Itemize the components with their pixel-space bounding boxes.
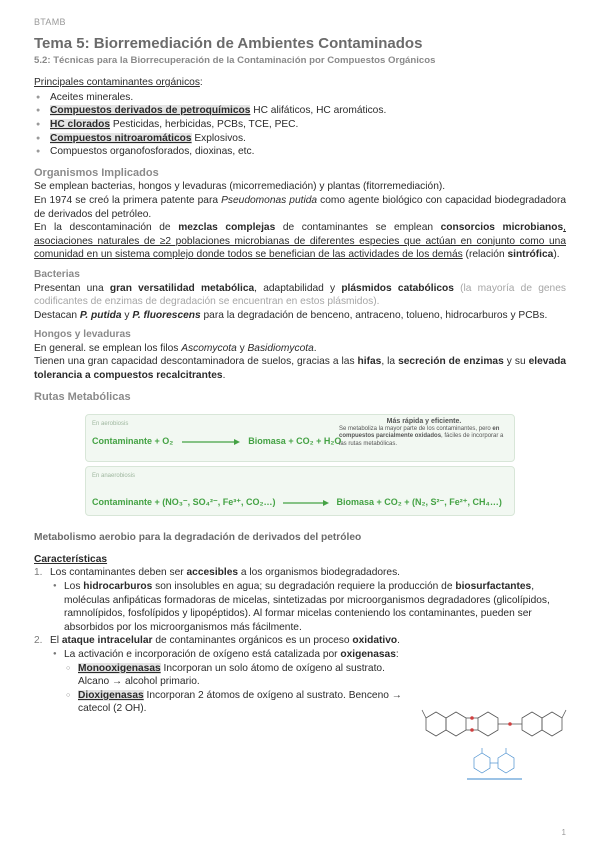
anaerobic-equation: Contaminante + (NO₃⁻, SO₄²⁻, Fe³⁺, CO₂…) Biomasa + CO₂ + (N₂, S²⁻, Fe²⁺, CH₄…) (92, 497, 502, 508)
list-item: ● Compuestos derivados de petroquímicos HC alifáticos, HC aromáticos. (34, 104, 566, 118)
list-item: ● La activación e incorporación de oxígeno está catalizada por oxigenasas: ○ Monooxigenasas Incorporan un solo átomo de oxígeno al sustrato. Alcano → alcohol primario. ○ Dioxigenasas Incorporan 2 átomos de oxígeno al sustrato. Benceno → catecol (2 OH). (50, 648, 406, 716)
bacteria-heading: Bacterias (34, 268, 80, 280)
aerobic-metabolism-heading: Metabolismo aerobio para la degradación de derivados del petróleo (34, 532, 362, 544)
list-item: ● Compuestos organofosforados, dioxinas, etc. (34, 145, 566, 159)
anaerobic-box (85, 466, 515, 516)
contaminants-heading: Principales contaminantes orgánicos: (34, 77, 203, 89)
list-item: ● HC clorados Pesticidas, herbicidas, PCBs, TCE, PEC. (34, 118, 566, 132)
arrow-right-icon (182, 438, 240, 446)
metabolic-routes-diagram (85, 414, 515, 519)
organisms-heading: Organismos Implicados (34, 166, 159, 179)
aerobic-equation: Contaminante + O₂ Biomasa + CO₂ + H₂O (92, 436, 342, 447)
anaerobic-label: En anaerobiosis (92, 473, 136, 480)
page-title: Tema 5: Biorremediación de Ambientes Contaminados (34, 34, 423, 52)
fungi-paragraph-1: En general. se emplean los filos Ascomycota y Basidiomycota. (34, 342, 317, 354)
aerobic-box (85, 414, 515, 462)
pcb-structure-icon (474, 748, 514, 773)
organisms-paragraph-2: En 1974 se creó la primera patente para Pseudomonas putida como agente biológico con capacidad biodegradadora de derivados del petróleo. (34, 194, 567, 220)
fungi-heading: Hongos y levaduras (34, 329, 131, 341)
dioxin-structure-icon (422, 710, 566, 736)
page (34, 16, 566, 716)
organisms-paragraph-3: En la descontaminación de mezclas complejas de contaminantes se emplean consorcios microbianos, asociaciones naturales de ≥2 poblaciones microbianas de diferentes especies que actúan en conjunto como una comunidad en un sistema complejo donde todos se benefician de las actividades de los demás (relación sintrófica). (34, 222, 566, 261)
list-item: 1. Los contaminantes deben ser accesibles a los organismos biodegradadores. ● Los hidrocarburos son insolubles en agua; su degradación requiere la producción de biosurfactantes, moléculas anfipáticas formadoras de micelas, sintetizadas por microorganismos degradadores (glicolípidos, ramnolípidos, fosfolípidos y lipopéptidos). Al formar micelas conteniendo los contaminantes, pueden ser absorbidos por los microorganismos más fácilmente. (34, 566, 566, 634)
list-item: ● Aceites minerales. (34, 91, 566, 105)
list-item: ● Los hidrocarburos son insolubles en agua; su degradación requiere la producción de biosurfactantes, moléculas anfipáticas formadoras de micelas, sintetizadas por microorganismos degradadores (glicolípidos, ramnolípidos, fosfolípidos y lipopéptidos). Al formar micelas conteniendo los contaminantes, pueden ser absorbidos por los microorganismos más fácilmente. (50, 580, 566, 634)
list-item: 2. El ataque intracelular de contaminantes orgánicos es un proceso oxidativo. ● La activación e incorporación de oxígeno está catalizada por oxigenasas: ○ Monooxigenasas Incorporan un solo átomo de oxígeno al sustrato. Alcano → alcohol primario. ○ Dioxigenasas Incorporan 2 átomos de oxígeno al sustrato. Benceno → catecol (2 OH). (34, 634, 406, 716)
arrow-right-icon (283, 499, 329, 507)
bacteria-paragraph-2: Destacan P. putida y P. fluorescens para la degradación de benceno, antraceno, tolueno, hidrocarburos y PCBs. (34, 309, 548, 321)
organisms-paragraph-1: Se emplean bacterias, hongos y levaduras (micorremediación) y plantas (fitorremediación). (34, 181, 446, 193)
page-subtitle: 5.2: Técnicas para la Biorrecuperación de la Contaminación por Compuestos Orgánicos (34, 54, 436, 66)
fungi-paragraph-2: Tienen una gran capacidad descontaminadora de suelos, gracias a las hifas, la secreción de enzimas y su elevada tolerancia a compuestos recalcitrantes. (34, 356, 567, 382)
list-item: ● Compuestos nitroaromáticos Explosivos. (34, 132, 566, 146)
features-list (34, 566, 566, 716)
list-item: ○ Dioxigenasas Incorporan 2 átomos de oxígeno al sustrato. Benceno → catecol (2 OH). (64, 689, 406, 716)
aerobic-note: Más rápida y eficiente. Se metaboliza la mayor parte de los contaminantes, pero en compuestos parcialmente oxidados, fáciles de incorporar a las rutas metabólicas. (339, 418, 504, 447)
bacteria-paragraph-1: Presentan una gran versatilidad metabólica, adaptabilidad y plásmidos catabólicos (la mayoría de genes codificantes de enzimas de degradación se encuentran en estos plásmidos). (34, 282, 566, 308)
contaminants-list (34, 91, 566, 159)
routes-heading: Rutas Metabólicas (34, 390, 131, 403)
features-heading: Características (34, 553, 108, 565)
molecule-structures-figure (412, 698, 577, 793)
aerobic-label: En aerobiosis (92, 421, 129, 428)
course-code: BTAMB (34, 17, 66, 27)
list-item: ○ Monooxigenasas Incorporan un solo átomo de oxígeno al sustrato. Alcano → alcohol primario. (64, 662, 406, 689)
page-number: 1 (561, 828, 566, 837)
